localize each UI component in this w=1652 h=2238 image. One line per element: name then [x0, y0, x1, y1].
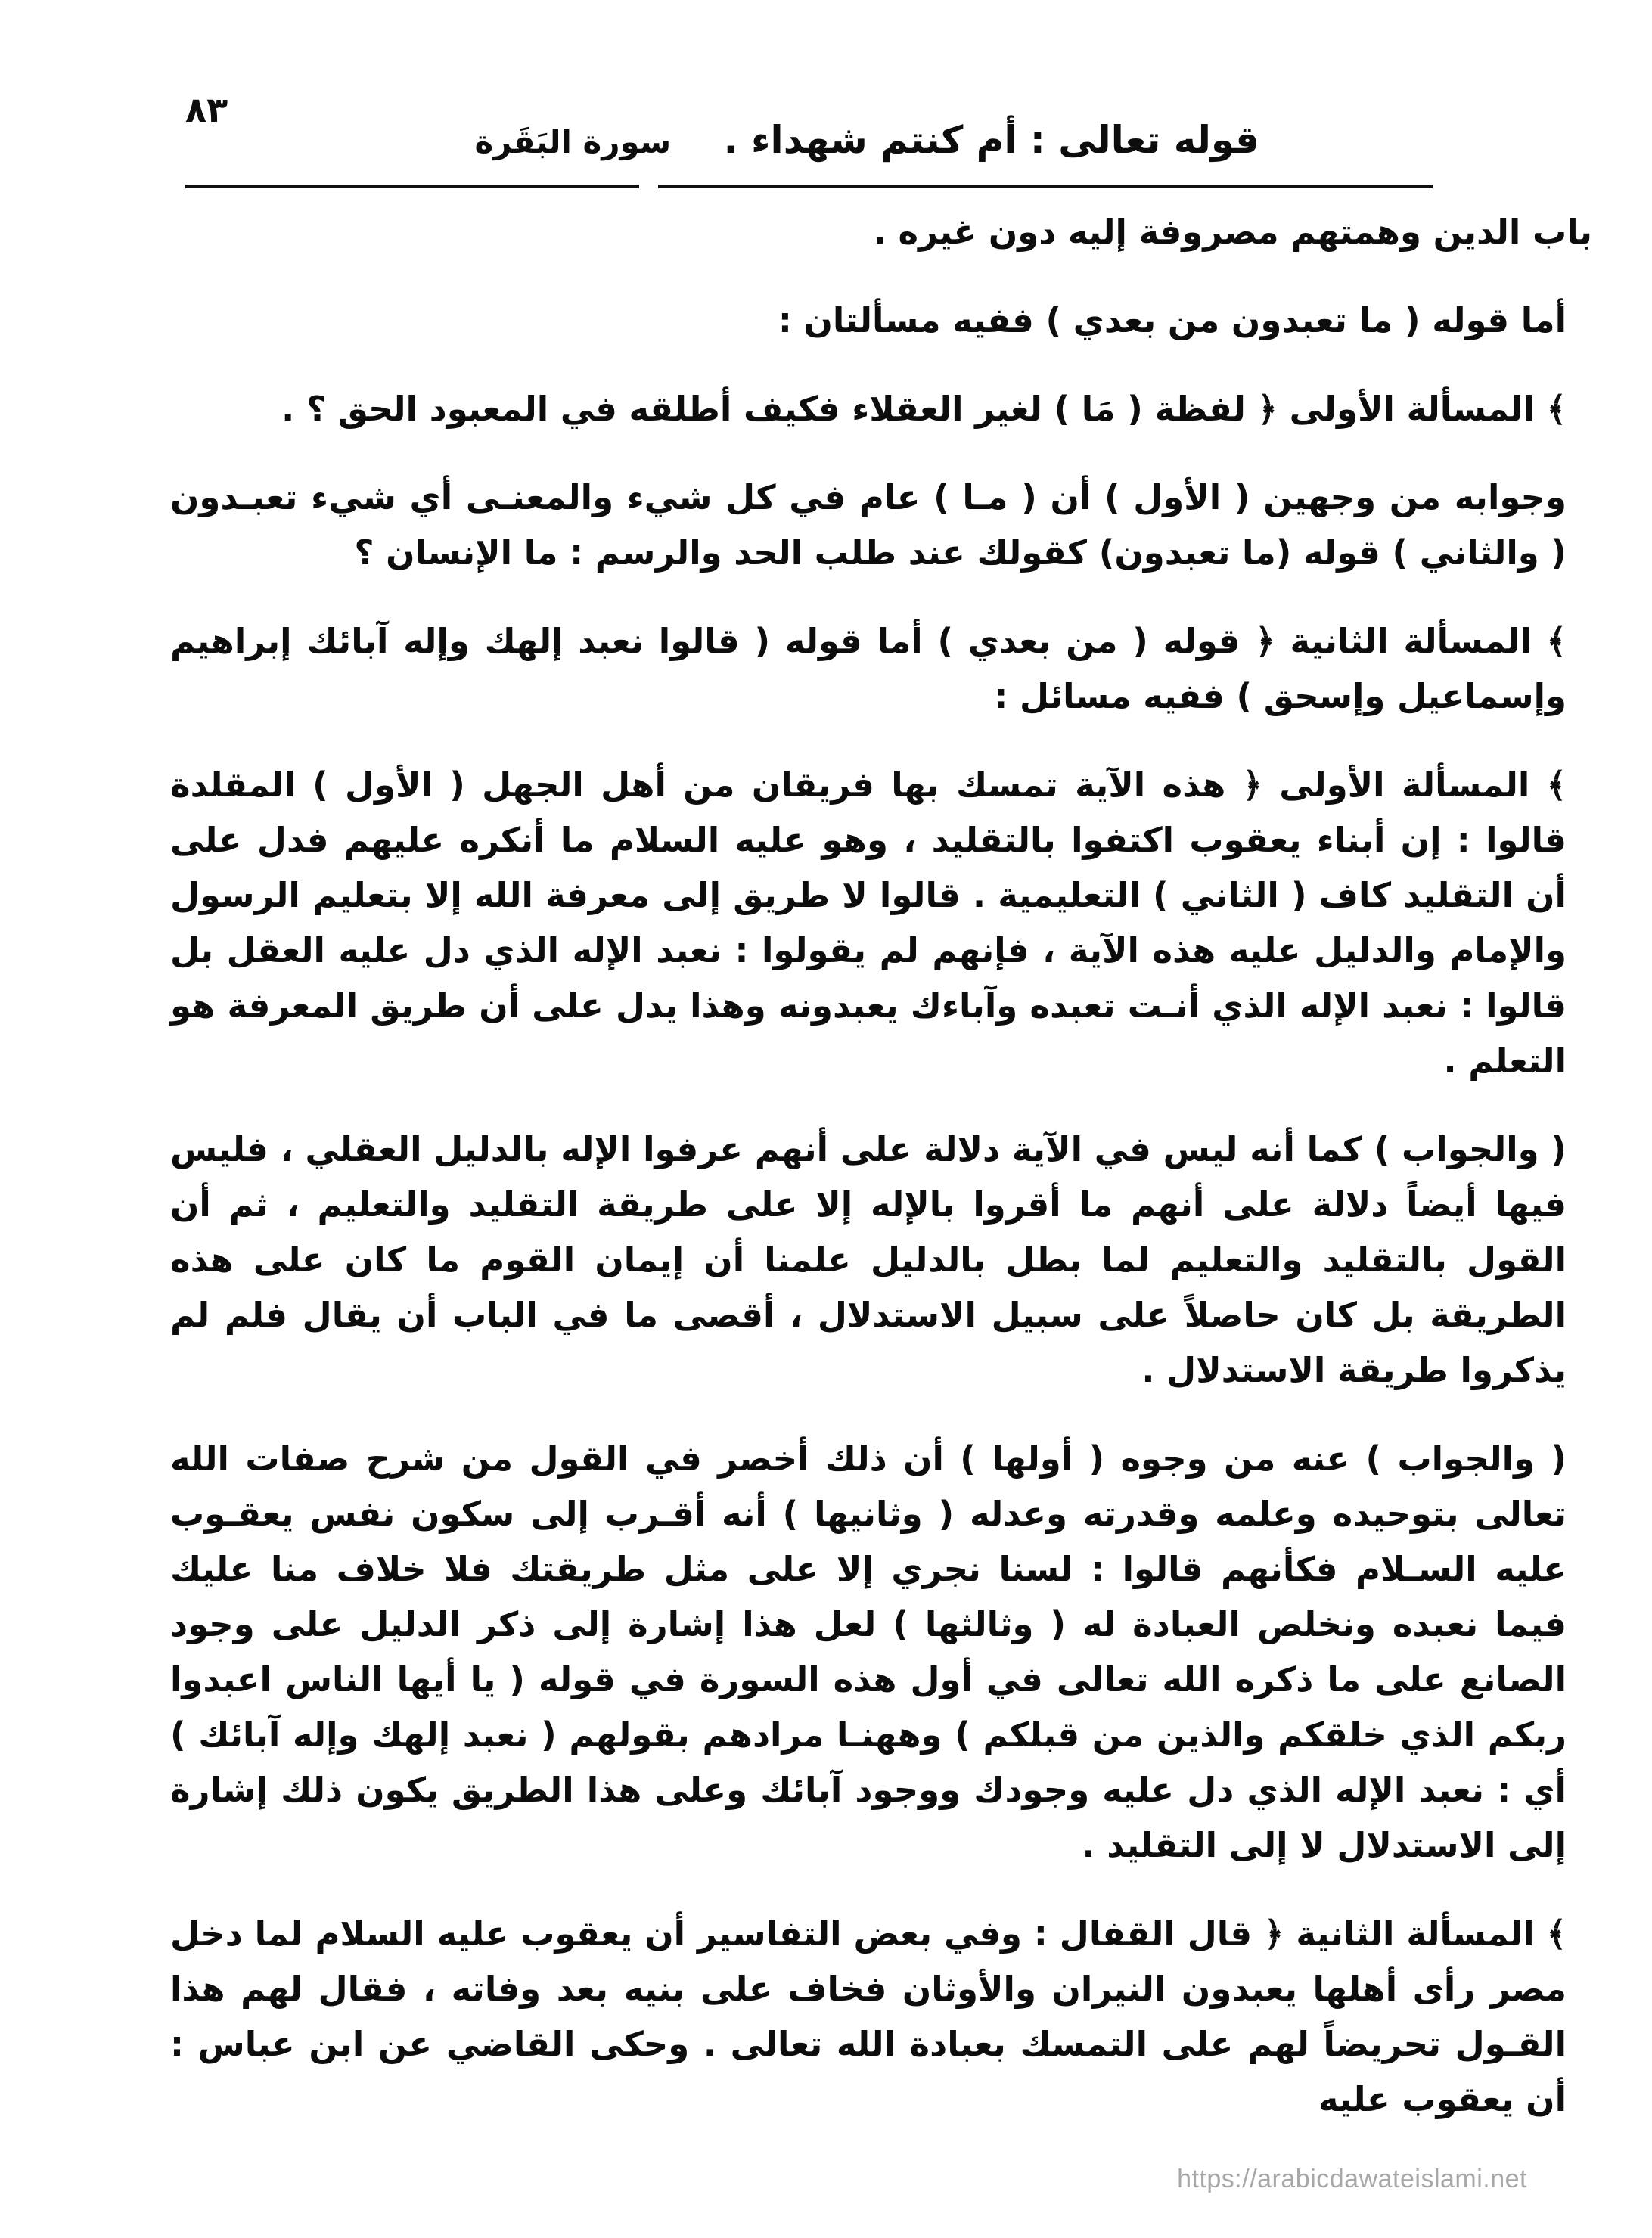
issue-label: المسألة الثانية [1296, 1914, 1535, 1954]
ornament-bracket-close-icon: ﴿ [1255, 621, 1275, 661]
paragraph [170, 1906, 1592, 2127]
issue-label: المسألة الأولى [1279, 765, 1530, 805]
paragraph-text: لفظة ( مَا ) لغير العقلاء فكيف أطلقه في المعبود الحق ؟ . [281, 389, 1246, 429]
ornament-bracket-close-icon: ﴿ [1242, 765, 1262, 805]
watermark-url: https://arabicdawateislami.net [1177, 2165, 1527, 2193]
header-rule [658, 185, 1433, 188]
header-surah-name: سورة البَقَرة [474, 123, 672, 160]
header-title [474, 118, 1259, 162]
paragraph-text: أما قوله ( ما تعبدون من بعدي ) ففيه مسألتان : [778, 300, 1567, 340]
paragraph-text: قال القفال : وفي بعض التفاسير أن يعقوب عليه السلام لما دخل مصر رأى أهلها يعبدون النيران والأوثان فخاف على بنيه بعد وفاته ، فقال لهم هذا القـول تحريضاً لهم على التمسك بعبادة الله تعالى . وحكى القاضي عن ابن عباس : أن يعقوب عليه [170, 1914, 1567, 2119]
paragraph [170, 1431, 1592, 1873]
paragraph-text: هذه الآية تمسك بها فريقان من أهل الجهل ( الأول ) المقلدة قالوا : إن أبناء يعقوب اكتفوا بالتقليد ، وهو عليه السلام ما أنكره عليهم فدل على أن التقليد كاف ( الثاني ) التعليمية . قالوا لا طريق إلى معرفة الله إلا بتعليم الرسول والإمام والدليل عليه هذه الآية ، فإنهم لم يقولوا : نعبد الإله الذي دل عليه العقل بل قالوا : نعبد الإله الذي أنـت تعبده وآباءك يعبدونه وهذا يدل على أن طريق المعرفة هو التعلم . [170, 765, 1567, 1081]
paragraph [170, 293, 1592, 348]
paragraph [170, 757, 1592, 1088]
paragraph [170, 1122, 1592, 1398]
paragraph [170, 613, 1592, 724]
ornament-bracket-close-icon: ﴿ [1257, 389, 1278, 429]
issue-label: المسألة الأولى [1289, 389, 1535, 429]
ornament-bracket-open-icon: ﴾ [1546, 389, 1567, 429]
ornament-bracket-open-icon: ﴾ [1546, 765, 1567, 805]
paragraph-text: ( والجواب ) كما أنه ليس في الآية دلالة على أنهم عرفوا الإله بالدليل العقلي ، فليس فيها أيضاً دلالة على أنهم ما أقروا بالإله إلا على طريقة التقليد والتعليم ، ثم أن القول بالتقليد والتعليم لما بطل بالدليل علمنا أن إيمان القوم ما كان على هذه الطريقة بل كان حاصلاً على سبيل الاستدلال ، أقصى ما في الباب أن يقال فلم لم يذكروا طريقة الاستدلال . [170, 1129, 1567, 1390]
paragraph-text: ( والجواب ) عنه من وجوه ( أولها ) أن ذلك أخصر في القول من شرح صفات الله تعالى بتوحيده وعلمه وقدرته وعدله ( وثانيها ) أنه أقـرب إلى سكون نفس يعقـوب عليه السـلام فكأنهم قالوا : لسنا نجري إلا على مثل طريقتك فلا خلاف منا عليك فيما نعبده ونخلص العبادة له ( وثالثها ) لعل هذا إشارة إلى ذكر الدليل على وجود الصانع على ما ذكره الله تعالى في أول هذه السورة في قوله ( يا أيها الناس اعبدوا ربكم الذي خلقكم والذين من قبلكم ) وههنـا مرادهم بقولهم ( نعبد إلهك وإله آبائك ) أي : نعبد الإله الذي دل عليه وجودك ووجود آبائك وعلى هذا الطريق يكون ذلك إشارة إلى الاستدلال لا إلى التقليد . [170, 1439, 1567, 1865]
body-text [170, 204, 1592, 2160]
paragraph [170, 204, 1592, 259]
ornament-bracket-close-icon: ﴿ [1264, 1914, 1284, 1954]
ornament-bracket-open-icon: ﴾ [1546, 621, 1567, 661]
paragraph-text: وجوابه من وجهين ( الأول ) أن ( مـا ) عام في كل شيء والمعنـى أي شيء تعبـدون ( والثاني ) قوله (ما تعبدون) كقولك عند طلب الحد والرسم : ما الإنسان ؟ [170, 477, 1567, 573]
header-rule [185, 185, 639, 188]
paragraph-text: باب الدين وهمتهم مصروفة إليه دون غيره . [873, 212, 1592, 252]
paragraph-text: قوله ( من بعدي ) أما قوله ( قالوا نعبد إلهك وإله آبائك إبراهيم وإسماعيل وإسحق ) ففيه مسائل : [170, 621, 1567, 716]
ornament-bracket-open-icon: ﴾ [1546, 1914, 1567, 1954]
page-number: ٨٣ [185, 89, 228, 130]
paragraph [170, 470, 1592, 580]
issue-label: المسألة الثانية [1290, 621, 1532, 661]
paragraph [170, 381, 1592, 436]
header-verse-title: قوله تعالى : أم كنتم شهداء . [723, 118, 1259, 162]
running-header [185, 89, 1441, 188]
